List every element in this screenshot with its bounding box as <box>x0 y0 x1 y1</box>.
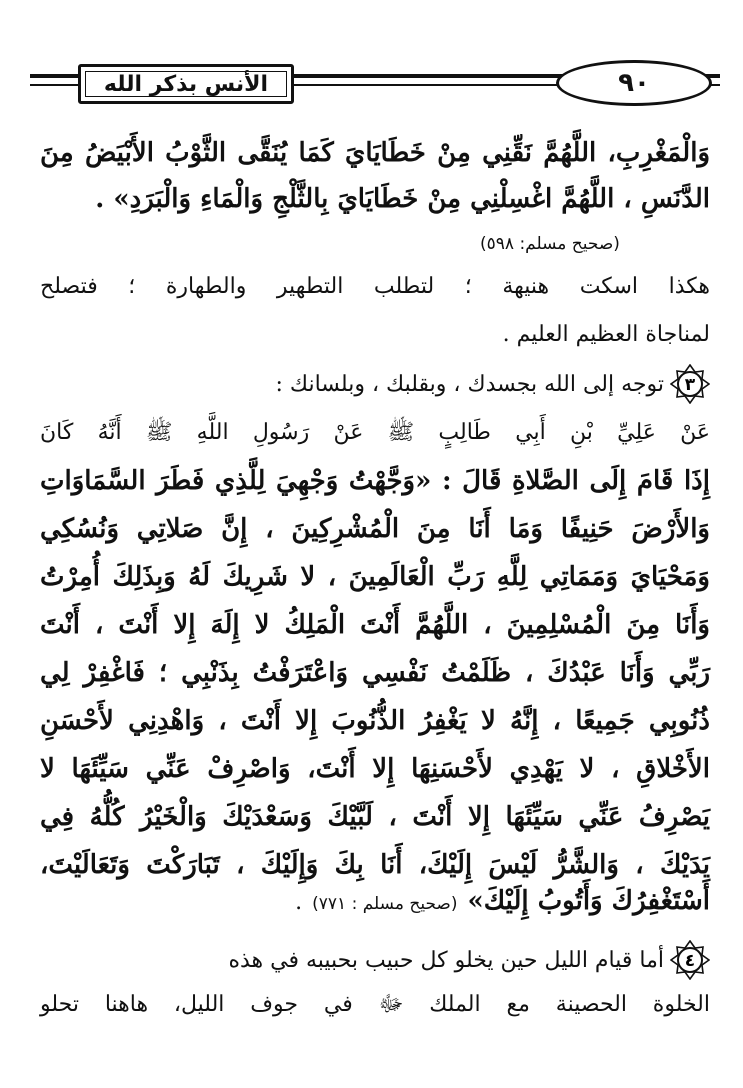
hadith-line: يَدَيْكَ ، وَالشَّرُّ لَيْسَ إِلَيْكَ، أَنَا بِكَ وَإِلَيْكَ ، تَبَارَكْتَ وَتَعَالَيْتَ، <box>40 850 710 880</box>
page-number-frame <box>556 60 712 106</box>
hadith-line: رَبِّي وَأَنَا عَبْدُكَ ، ظَلَمْتُ نَفْسِي وَاعْتَرَفْتُ بِذَنْبِي ؛ فَاغْفِرْ لِي <box>40 658 710 688</box>
text-line: هكذا اسكت هنيهة ؛ لتطلب التطهير والطهارة ؛ فتصلح <box>40 274 710 299</box>
text-line: لمناجاة العظيم العليم . <box>502 322 710 347</box>
text-line: وَالْمَغْرِبِ، اللَّهُمَّ نَقِّنِي مِنْ خَطَايَايَ كَمَا يُنَقَّى الثَّوْبُ الأَبْيَضُ مِنَ <box>40 138 710 168</box>
page-header <box>30 58 720 122</box>
page-number: ٩٠ <box>618 68 650 98</box>
source-citation: (صحيح مسلم: ٥٩٨) <box>480 234 620 254</box>
book-title: الأنس بذكر الله <box>103 71 269 97</box>
hadith-line: الأَخْلاقِ ، لا يَهْدِي لأَحْسَنِهَا إِلا أَنْتَ، وَاصْرِفْ عَنِّي سَيِّئَهَا لا <box>40 754 710 784</box>
hadith-line: وَأَنَا مِنَ الْمُسْلِمِينَ ، اللَّهُمَّ أَنْتَ الْمَلِكُ لا إِلَهَ إِلا أَنْتَ ، أَنْتَ <box>40 610 710 640</box>
numbered-point <box>40 364 710 404</box>
hadith-line: أَسْتَغْفِرُكَ وَأَتُوبُ إِلَيْكَ» <box>467 886 710 916</box>
ornament-number-marker <box>670 364 710 404</box>
text-line: توجه إلى الله بجسدك ، وبقلبك ، وبلسانك : <box>275 371 664 397</box>
text-line: أما قيام الليل حين يخلو كل حبيب بحبيبه في هذه <box>228 947 664 973</box>
numbered-point <box>40 940 710 980</box>
hadith-line: ذُنُوبِي جَمِيعًا ، إِنَّهُ لا يَغْفِرُ الذُّنُوبَ إِلا أَنْتَ ، وَاهْدِنِي لأَحْسَنِ <box>40 706 710 736</box>
text-line: الدَّنَسِ ، اللَّهُمَّ اغْسِلْنِي مِنْ خَطَايَايَ بِالثَّلْجِ وَالْمَاءِ وَالْبَرَدِ» . <box>95 184 710 214</box>
hadith-line: وَمَحْيَايَ وَمَمَاتِي لِلَّهِ رَبِّ الْعَالَمِينَ ، لا شَرِيكَ لَهُ وَبِذَلِكَ أُمِرْتُ <box>40 562 710 592</box>
hadith-line: يَصْرِفُ عَنِّي سَيِّئَهَا إِلا أَنْتَ ، لَبَّيْكَ وَسَعْدَيْكَ وَالْخَيْرُ كُلُّهُ فِي <box>40 802 710 832</box>
text-line: الخلوة الحصينة مع الملك ﷻ في جوف الليل، هاهنا تحلو <box>40 992 710 1017</box>
hadith-line: وَالأَرْضَ حَنِيفًا وَمَا أَنَا مِنَ الْمُشْرِكِينَ ، إِنَّ صَلاتِي وَنُسُكِي <box>40 514 710 544</box>
ornament-number-marker <box>670 940 710 980</box>
hadith-line: عَنْ عَلِيِّ بْنِ أَبِي طَالِبٍ ﷺ عَنْ رَسُولِ اللَّهِ ﷺ أَنَّهُ كَانَ <box>40 420 710 445</box>
hadith-line: إِذَا قَامَ إِلَى الصَّلاةِ قَالَ : «وَجَّهْتُ وَجْهِيَ لِلَّذِي فَطَرَ السَّمَاوَاتِ <box>40 466 710 496</box>
marker-number: ٤ <box>684 951 696 971</box>
hadith-closing-line <box>40 886 710 916</box>
header-title-frame <box>78 64 294 104</box>
source-citation: (صحيح مسلم : ٧٧١) <box>312 894 458 914</box>
period: . <box>295 890 303 915</box>
marker-number: ٣ <box>684 375 696 395</box>
